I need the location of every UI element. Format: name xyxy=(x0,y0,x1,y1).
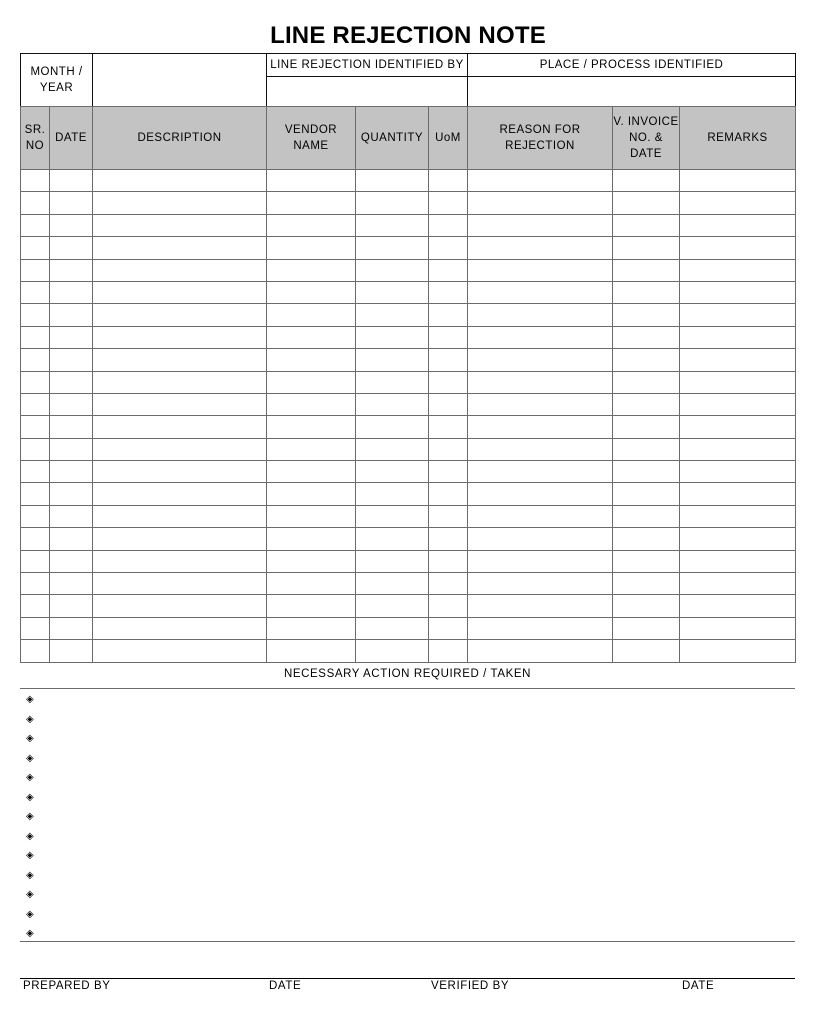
cell-vendor-name[interactable] xyxy=(267,349,356,371)
prepared-by-label: PREPARED BY xyxy=(23,980,111,992)
cell-vendor-name[interactable] xyxy=(267,170,356,192)
cell-quantity[interactable] xyxy=(356,483,429,505)
cell-vendor-name[interactable] xyxy=(267,550,356,572)
action-item[interactable] xyxy=(25,732,785,752)
table-row xyxy=(21,192,796,214)
action-item[interactable] xyxy=(25,791,785,811)
cell-date[interactable] xyxy=(50,237,93,259)
col-header-uom: UoM xyxy=(429,107,468,170)
cell-description[interactable] xyxy=(93,528,267,550)
cell-quantity[interactable] xyxy=(356,326,429,348)
cell-uom[interactable] xyxy=(429,528,468,550)
cell-vendor-name[interactable] xyxy=(267,214,356,236)
cell-invoice[interactable] xyxy=(613,214,680,236)
cell-sr-no[interactable] xyxy=(21,416,50,438)
table-row xyxy=(21,617,796,639)
cell-description[interactable] xyxy=(93,281,267,303)
table-row xyxy=(21,528,796,550)
table-body xyxy=(21,170,796,663)
cell-quantity[interactable] xyxy=(356,573,429,595)
cell-remarks[interactable] xyxy=(680,640,796,662)
cell-uom[interactable] xyxy=(429,640,468,662)
diamond-bullet-icon: ◈ xyxy=(26,830,34,842)
cell-description[interactable] xyxy=(93,483,267,505)
cell-description[interactable] xyxy=(93,349,267,371)
action-bottom-rule xyxy=(20,941,795,942)
cell-reason[interactable] xyxy=(468,393,613,415)
diamond-bullet-icon: ◈ xyxy=(26,694,34,705)
col-header-remarks: REMARKS xyxy=(680,107,796,170)
action-list xyxy=(25,693,785,947)
cell-vendor-name[interactable] xyxy=(267,259,356,281)
table-row xyxy=(21,483,796,505)
rejection-table xyxy=(20,106,796,663)
cell-description[interactable] xyxy=(93,214,267,236)
diamond-bullet-icon: ◈ xyxy=(26,889,34,900)
cell-quantity[interactable] xyxy=(356,505,429,527)
cell-remarks[interactable] xyxy=(680,393,796,415)
cell-remarks[interactable] xyxy=(680,483,796,505)
cell-uom[interactable] xyxy=(429,170,468,192)
cell-reason[interactable] xyxy=(468,617,613,639)
cell-invoice[interactable] xyxy=(613,326,680,348)
cell-sr-no[interactable] xyxy=(21,237,50,259)
cell-vendor-name[interactable] xyxy=(267,461,356,483)
table-row xyxy=(21,214,796,236)
cell-remarks[interactable] xyxy=(680,170,796,192)
cell-remarks[interactable] xyxy=(680,237,796,259)
cell-remarks[interactable] xyxy=(680,416,796,438)
col-header-date: DATE xyxy=(50,107,93,170)
cell-remarks[interactable] xyxy=(680,281,796,303)
cell-uom[interactable] xyxy=(429,192,468,214)
cell-sr-no[interactable] xyxy=(21,304,50,326)
cell-sr-no[interactable] xyxy=(21,281,50,303)
identified-by-field[interactable] xyxy=(267,77,468,107)
cell-quantity[interactable] xyxy=(356,237,429,259)
cell-date[interactable] xyxy=(50,461,93,483)
col-header-reason: REASON FOR REJECTION xyxy=(468,107,613,170)
cell-uom[interactable] xyxy=(429,573,468,595)
cell-description[interactable] xyxy=(93,304,267,326)
cell-vendor-name[interactable] xyxy=(267,192,356,214)
cell-invoice[interactable] xyxy=(613,461,680,483)
cell-remarks[interactable] xyxy=(680,595,796,617)
cell-remarks[interactable] xyxy=(680,617,796,639)
cell-uom[interactable] xyxy=(429,237,468,259)
cell-date[interactable] xyxy=(50,326,93,348)
table-row xyxy=(21,259,796,281)
page-title: LINE REJECTION NOTE xyxy=(270,22,546,49)
cell-invoice[interactable] xyxy=(613,438,680,460)
cell-date[interactable] xyxy=(50,281,93,303)
table-row xyxy=(21,461,796,483)
cell-invoice[interactable] xyxy=(613,192,680,214)
cell-description[interactable] xyxy=(93,393,267,415)
table-row xyxy=(21,393,796,415)
cell-vendor-name[interactable] xyxy=(267,528,356,550)
cell-quantity[interactable] xyxy=(356,595,429,617)
cell-sr-no[interactable] xyxy=(21,550,50,572)
cell-invoice[interactable] xyxy=(613,483,680,505)
cell-reason[interactable] xyxy=(468,505,613,527)
cell-vendor-name[interactable] xyxy=(267,281,356,303)
cell-sr-no[interactable] xyxy=(21,505,50,527)
verified-by-label: VERIFIED BY xyxy=(431,980,510,992)
diamond-bullet-icon: ◈ xyxy=(26,772,34,783)
action-item[interactable] xyxy=(25,888,785,908)
cell-reason[interactable] xyxy=(468,595,613,617)
action-item[interactable] xyxy=(25,830,785,850)
cell-description[interactable] xyxy=(93,326,267,348)
cell-reason[interactable] xyxy=(468,259,613,281)
cell-description[interactable] xyxy=(93,259,267,281)
cell-description[interactable] xyxy=(93,192,267,214)
cell-vendor-name[interactable] xyxy=(267,640,356,662)
col-header-vendor-name: VENDOR NAME xyxy=(267,107,356,170)
cell-quantity[interactable] xyxy=(356,416,429,438)
action-item[interactable] xyxy=(25,693,785,713)
cell-sr-no[interactable] xyxy=(21,170,50,192)
cell-remarks[interactable] xyxy=(680,371,796,393)
cell-reason[interactable] xyxy=(468,281,613,303)
col-header-invoice: V. INVOICE NO. & DATE xyxy=(613,107,680,170)
cell-date[interactable] xyxy=(50,349,93,371)
month-year-label: MONTH / YEAR xyxy=(21,54,93,107)
cell-vendor-name[interactable] xyxy=(267,304,356,326)
table-row xyxy=(21,371,796,393)
cell-reason[interactable] xyxy=(468,170,613,192)
table-row xyxy=(21,416,796,438)
cell-quantity[interactable] xyxy=(356,640,429,662)
cell-date[interactable] xyxy=(50,595,93,617)
diamond-bullet-icon: ◈ xyxy=(26,850,34,861)
cell-reason[interactable] xyxy=(468,483,613,505)
cell-description[interactable] xyxy=(93,550,267,572)
cell-vendor-name[interactable] xyxy=(267,438,356,460)
table-row xyxy=(21,326,796,348)
cell-reason[interactable] xyxy=(468,438,613,460)
cell-invoice[interactable] xyxy=(613,640,680,662)
cell-quantity[interactable] xyxy=(356,371,429,393)
action-item[interactable] xyxy=(25,771,785,791)
cell-description[interactable] xyxy=(93,371,267,393)
cell-remarks[interactable] xyxy=(680,326,796,348)
cell-invoice[interactable] xyxy=(613,550,680,572)
cell-date[interactable] xyxy=(50,192,93,214)
cell-reason[interactable] xyxy=(468,304,613,326)
cell-sr-no[interactable] xyxy=(21,326,50,348)
cell-quantity[interactable] xyxy=(356,281,429,303)
action-item[interactable] xyxy=(25,908,785,928)
cell-sr-no[interactable] xyxy=(21,259,50,281)
col-header-sr-no: SR. NO xyxy=(21,107,50,170)
cell-date[interactable] xyxy=(50,170,93,192)
cell-sr-no[interactable] xyxy=(21,461,50,483)
action-item[interactable] xyxy=(25,869,785,889)
cell-sr-no[interactable] xyxy=(21,640,50,662)
cell-vendor-name[interactable] xyxy=(267,617,356,639)
cell-quantity[interactable] xyxy=(356,170,429,192)
cell-remarks[interactable] xyxy=(680,573,796,595)
month-year-field[interactable] xyxy=(93,54,267,107)
cell-invoice[interactable] xyxy=(613,281,680,303)
cell-reason[interactable] xyxy=(468,371,613,393)
cell-quantity[interactable] xyxy=(356,192,429,214)
cell-date[interactable] xyxy=(50,573,93,595)
cell-sr-no[interactable] xyxy=(21,483,50,505)
table-row xyxy=(21,349,796,371)
cell-uom[interactable] xyxy=(429,214,468,236)
table-row xyxy=(21,640,796,662)
cell-sr-no[interactable] xyxy=(21,214,50,236)
cell-reason[interactable] xyxy=(468,573,613,595)
action-item[interactable] xyxy=(25,927,785,947)
cell-remarks[interactable] xyxy=(680,259,796,281)
cell-uom[interactable] xyxy=(429,349,468,371)
cell-date[interactable] xyxy=(50,505,93,527)
cell-quantity[interactable] xyxy=(356,214,429,236)
cell-description[interactable] xyxy=(93,505,267,527)
cell-reason[interactable] xyxy=(468,528,613,550)
table-row xyxy=(21,438,796,460)
table-row xyxy=(21,281,796,303)
diamond-bullet-icon: ◈ xyxy=(26,908,34,920)
cell-invoice[interactable] xyxy=(613,595,680,617)
diamond-bullet-icon: ◈ xyxy=(26,733,34,744)
cell-reason[interactable] xyxy=(468,237,613,259)
cell-sr-no[interactable] xyxy=(21,617,50,639)
cell-invoice[interactable] xyxy=(613,416,680,438)
cell-sr-no[interactable] xyxy=(21,595,50,617)
cell-reason[interactable] xyxy=(468,214,613,236)
cell-remarks[interactable] xyxy=(680,214,796,236)
cell-reason[interactable] xyxy=(468,192,613,214)
table-row xyxy=(21,237,796,259)
cell-uom[interactable] xyxy=(429,259,468,281)
cell-date[interactable] xyxy=(50,259,93,281)
cell-sr-no[interactable] xyxy=(21,528,50,550)
cell-description[interactable] xyxy=(93,595,267,617)
cell-quantity[interactable] xyxy=(356,304,429,326)
cell-quantity[interactable] xyxy=(356,617,429,639)
cell-quantity[interactable] xyxy=(356,438,429,460)
diamond-bullet-icon: ◈ xyxy=(26,752,34,764)
cell-invoice[interactable] xyxy=(613,371,680,393)
cell-uom[interactable] xyxy=(429,550,468,572)
cell-uom[interactable] xyxy=(429,617,468,639)
cell-quantity[interactable] xyxy=(356,259,429,281)
identified-by-label: LINE REJECTION IDENTIFIED BY xyxy=(267,54,468,77)
cell-invoice[interactable] xyxy=(613,304,680,326)
cell-date[interactable] xyxy=(50,617,93,639)
cell-invoice[interactable] xyxy=(613,528,680,550)
cell-date[interactable] xyxy=(50,304,93,326)
cell-date[interactable] xyxy=(50,416,93,438)
table-row xyxy=(21,505,796,527)
col-header-quantity: QUANTITY xyxy=(356,107,429,170)
cell-reason[interactable] xyxy=(468,640,613,662)
verified-date-label: DATE xyxy=(682,980,715,992)
cell-vendor-name[interactable] xyxy=(267,416,356,438)
diamond-bullet-icon: ◈ xyxy=(26,791,34,803)
cell-uom[interactable] xyxy=(429,281,468,303)
cell-description[interactable] xyxy=(93,438,267,460)
cell-vendor-name[interactable] xyxy=(267,595,356,617)
cell-sr-no[interactable] xyxy=(21,192,50,214)
cell-quantity[interactable] xyxy=(356,461,429,483)
cell-uom[interactable] xyxy=(429,595,468,617)
signature-rule xyxy=(20,978,795,979)
cell-reason[interactable] xyxy=(468,550,613,572)
cell-description[interactable] xyxy=(93,416,267,438)
cell-invoice[interactable] xyxy=(613,349,680,371)
cell-invoice[interactable] xyxy=(613,170,680,192)
table-row xyxy=(21,573,796,595)
cell-sr-no[interactable] xyxy=(21,349,50,371)
cell-date[interactable] xyxy=(50,528,93,550)
cell-remarks[interactable] xyxy=(680,438,796,460)
cell-date[interactable] xyxy=(50,371,93,393)
place-process-field[interactable] xyxy=(468,77,796,107)
cell-invoice[interactable] xyxy=(613,259,680,281)
cell-vendor-name[interactable] xyxy=(267,371,356,393)
prepared-date-label: DATE xyxy=(269,980,302,992)
cell-vendor-name[interactable] xyxy=(267,237,356,259)
diamond-bullet-icon: ◈ xyxy=(26,811,34,822)
cell-sr-no[interactable] xyxy=(21,393,50,415)
cell-date[interactable] xyxy=(50,640,93,662)
cell-date[interactable] xyxy=(50,438,93,460)
cell-uom[interactable] xyxy=(429,438,468,460)
cell-sr-no[interactable] xyxy=(21,371,50,393)
action-item[interactable] xyxy=(25,713,785,733)
cell-uom[interactable] xyxy=(429,326,468,348)
cell-remarks[interactable] xyxy=(680,461,796,483)
cell-reason[interactable] xyxy=(468,461,613,483)
place-process-label: PLACE / PROCESS IDENTIFIED xyxy=(468,54,796,77)
cell-description[interactable] xyxy=(93,617,267,639)
cell-vendor-name[interactable] xyxy=(267,573,356,595)
cell-quantity[interactable] xyxy=(356,550,429,572)
cell-invoice[interactable] xyxy=(613,505,680,527)
cell-reason[interactable] xyxy=(468,326,613,348)
cell-uom[interactable] xyxy=(429,505,468,527)
col-header-description: DESCRIPTION xyxy=(93,107,267,170)
cell-uom[interactable] xyxy=(429,371,468,393)
action-section-title: NECESSARY ACTION REQUIRED / TAKEN xyxy=(283,668,532,680)
cell-remarks[interactable] xyxy=(680,304,796,326)
cell-vendor-name[interactable] xyxy=(267,393,356,415)
cell-description[interactable] xyxy=(93,237,267,259)
cell-quantity[interactable] xyxy=(356,528,429,550)
diamond-bullet-icon: ◈ xyxy=(26,713,34,725)
cell-reason[interactable] xyxy=(468,416,613,438)
action-item[interactable] xyxy=(25,849,785,869)
cell-invoice[interactable] xyxy=(613,617,680,639)
cell-date[interactable] xyxy=(50,214,93,236)
cell-date[interactable] xyxy=(50,393,93,415)
cell-vendor-name[interactable] xyxy=(267,326,356,348)
cell-sr-no[interactable] xyxy=(21,573,50,595)
cell-uom[interactable] xyxy=(429,416,468,438)
cell-description[interactable] xyxy=(93,461,267,483)
cell-uom[interactable] xyxy=(429,483,468,505)
cell-invoice[interactable] xyxy=(613,393,680,415)
diamond-bullet-icon: ◈ xyxy=(26,928,34,939)
cell-remarks[interactable] xyxy=(680,528,796,550)
cell-vendor-name[interactable] xyxy=(267,505,356,527)
table-row xyxy=(21,595,796,617)
header-info-table xyxy=(20,53,796,107)
action-top-rule xyxy=(20,688,795,689)
cell-remarks[interactable] xyxy=(680,550,796,572)
cell-quantity[interactable] xyxy=(356,393,429,415)
cell-vendor-name[interactable] xyxy=(267,483,356,505)
cell-description[interactable] xyxy=(93,640,267,662)
cell-remarks[interactable] xyxy=(680,349,796,371)
action-item[interactable] xyxy=(25,810,785,830)
cell-date[interactable] xyxy=(50,550,93,572)
cell-uom[interactable] xyxy=(429,461,468,483)
cell-quantity[interactable] xyxy=(356,349,429,371)
table-row xyxy=(21,304,796,326)
cell-remarks[interactable] xyxy=(680,192,796,214)
table-row xyxy=(21,550,796,572)
cell-uom[interactable] xyxy=(429,304,468,326)
cell-remarks[interactable] xyxy=(680,505,796,527)
diamond-bullet-icon: ◈ xyxy=(26,869,34,881)
cell-invoice[interactable] xyxy=(613,573,680,595)
cell-description[interactable] xyxy=(93,573,267,595)
action-item[interactable] xyxy=(25,752,785,772)
cell-reason[interactable] xyxy=(468,349,613,371)
cell-date[interactable] xyxy=(50,483,93,505)
cell-description[interactable] xyxy=(93,170,267,192)
cell-uom[interactable] xyxy=(429,393,468,415)
cell-invoice[interactable] xyxy=(613,237,680,259)
cell-sr-no[interactable] xyxy=(21,438,50,460)
table-row xyxy=(21,170,796,192)
